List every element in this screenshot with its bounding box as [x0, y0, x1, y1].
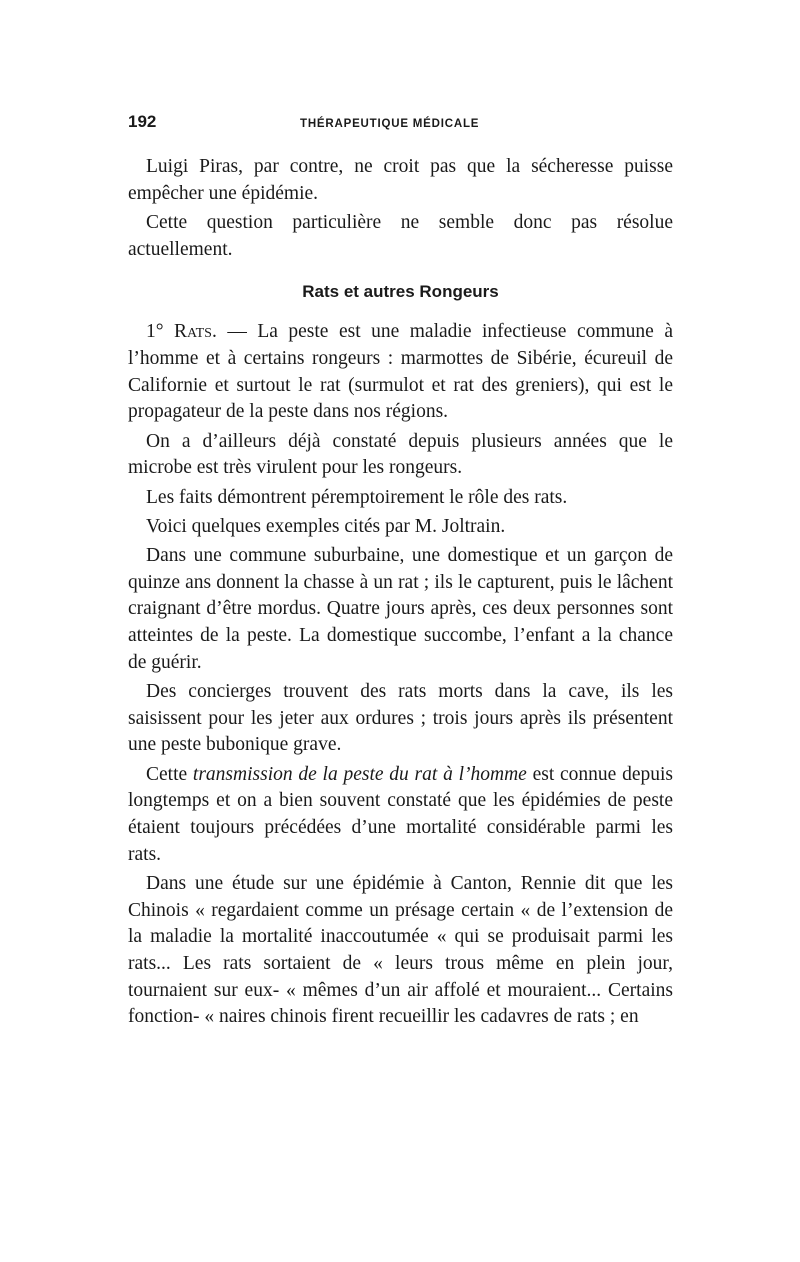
paragraph [128, 319, 673, 426]
page-header [128, 112, 673, 142]
paragraph: Dans une commune suburbaine, une domestique et un garçon de quinze ans donnent la chasse à un rat ; ils le capturent, puis le lâchent craignant d’être mordus. Quatre jours après, ces deux personnes sont atteintes de la peste. La domestique succombe, l’enfant a la chance de guérir. [128, 544, 673, 673]
paragraph [128, 762, 673, 869]
paragraph-text: — La peste est une maladie infectieuse commune à l’homme et à certains rongeurs : marmottes de Sibérie, écureuil de Californie et surtout le rat (surmulot et rat des greniers), qui est le propagateur de la peste dans nos régions. [128, 321, 673, 423]
paragraph: Des concierges trouvent des rats morts dans la cave, ils les saisissent pour les jeter aux ordures ; trois jours après ils présentent une peste bubonique grave. [128, 680, 673, 756]
page-number: 192 [128, 112, 157, 131]
paragraph: Luigi Piras, par contre, ne croit pas que la sécheresse puisse empêcher une épidémie. [128, 156, 673, 204]
paragraph: Dans une étude sur une épidémie à Canton, Rennie dit que les Chinois « regardaient comme un présage certain « de l’extension de la maladie la mortalité inaccoutumée « qui se produisait parmi les rats... Les rats sortaient de « leurs trous même en plein jour, tournaient sur eux- « mêmes d’un air affolé et mouraient... Certains fonction- « naires chinois firent recueillir les cadavres de rats ; en [128, 872, 673, 1028]
running-title: THÉRAPEUTIQUE MÉDICALE [300, 118, 480, 130]
paragraph-text: est connue depuis longtemps et on a bien souvent constaté que les épidémies de peste étaient toujours précédées d’une mortalité considérable parmi les rats. [128, 763, 673, 865]
paragraph: Cette question particulière ne semble donc pas résolue actuellement. [128, 211, 673, 260]
book-page [128, 112, 673, 1034]
paragraph-text: Cette [146, 763, 193, 785]
paragraph: Voici quelques exemples cités par M. Joltrain. [146, 515, 506, 537]
paragraph: Les faits démontrent péremptoirement le rôle des rats. [146, 486, 568, 508]
emphasized-text: transmission de la peste du rat à l’homme [192, 763, 527, 785]
subsection-label: 1° Rats. [146, 321, 217, 343]
paragraph: On a d’ailleurs déjà constaté depuis plusieurs années que le microbe est très virulent pour les rongeurs. [128, 430, 673, 479]
section-heading: Rats et autres Rongeurs [302, 282, 499, 302]
page-body [128, 154, 673, 1031]
